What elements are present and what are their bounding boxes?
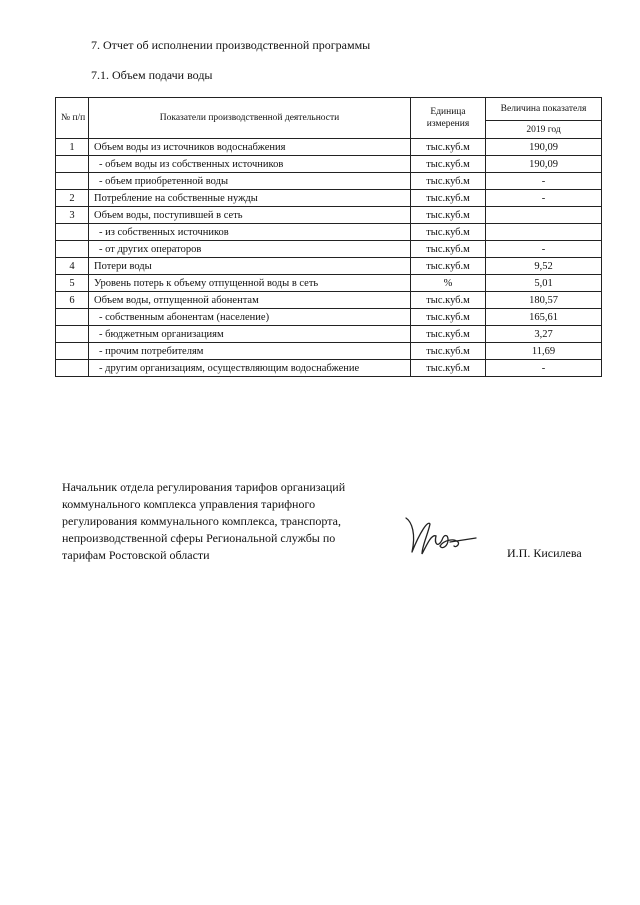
row-value: 190,09 [486, 156, 602, 173]
row-number [56, 309, 89, 326]
row-value: - [486, 241, 602, 258]
row-unit: тыс.куб.м [411, 258, 486, 275]
table-row [56, 292, 602, 309]
row-indicator: Объем воды из источников водоснабжения [89, 139, 411, 156]
row-value: - [486, 360, 602, 377]
table-row [56, 156, 602, 173]
table-row [56, 224, 602, 241]
header-unit: Единица измерения [411, 98, 486, 139]
row-number: 1 [56, 139, 89, 156]
row-value: 190,09 [486, 139, 602, 156]
row-unit: тыс.куб.м [411, 156, 486, 173]
row-number [56, 343, 89, 360]
row-indicator: Уровень потерь к объему отпущенной воды в сеть [89, 275, 411, 292]
header-indicator: Показатели производственной деятельности [89, 98, 411, 139]
row-number: 3 [56, 207, 89, 224]
row-value [486, 207, 602, 224]
row-unit: тыс.куб.м [411, 326, 486, 343]
handwritten-signature [398, 512, 480, 564]
row-number: 6 [56, 292, 89, 309]
table-row [56, 275, 602, 292]
row-value: 165,61 [486, 309, 602, 326]
table-row [56, 258, 602, 275]
row-indicator: - из собственных источников [89, 224, 411, 241]
row-unit: тыс.куб.м [411, 343, 486, 360]
signature-text-line: тарифам Ростовской области [62, 548, 210, 562]
row-indicator: Потери воды [89, 258, 411, 275]
table-row [56, 190, 602, 207]
row-number [56, 173, 89, 190]
row-indicator: - собственным абонентам (население) [89, 309, 411, 326]
signature-text-line: непроизводственной сферы Региональной службы по [62, 531, 336, 545]
subsection-title: 7.1. Объем подачи воды [91, 68, 213, 82]
row-value: 5,01 [486, 275, 602, 292]
header-year: 2019 год [486, 121, 602, 139]
row-number [56, 326, 89, 343]
table-row [56, 207, 602, 224]
row-unit: тыс.куб.м [411, 207, 486, 224]
signature-text-line: регулирования коммунального комплекса, транспорта, [62, 514, 341, 528]
row-value: 11,69 [486, 343, 602, 360]
row-unit: тыс.куб.м [411, 241, 486, 258]
row-value: 9,52 [486, 258, 602, 275]
table-row [56, 343, 602, 360]
row-unit: тыс.куб.м [411, 173, 486, 190]
row-value [486, 224, 602, 241]
row-unit: тыс.куб.м [411, 190, 486, 207]
row-unit: тыс.куб.м [411, 292, 486, 309]
table-row [56, 326, 602, 343]
row-unit: тыс.куб.м [411, 139, 486, 156]
row-number [56, 156, 89, 173]
signature-position [62, 479, 392, 564]
row-number: 5 [56, 275, 89, 292]
row-indicator: - бюджетным организациям [89, 326, 411, 343]
header-value: Величина показателя [486, 98, 602, 121]
row-unit: % [411, 275, 486, 292]
row-value: - [486, 190, 602, 207]
row-indicator: - прочим потребителям [89, 343, 411, 360]
table-row [56, 309, 602, 326]
row-unit: тыс.куб.м [411, 360, 486, 377]
row-unit: тыс.куб.м [411, 224, 486, 241]
row-number: 4 [56, 258, 89, 275]
row-number [56, 224, 89, 241]
row-number [56, 241, 89, 258]
row-number [56, 360, 89, 377]
row-indicator: - от других операторов [89, 241, 411, 258]
table-row [56, 360, 602, 377]
row-indicator: - другим организациям, осуществляющим водоснабжение [89, 360, 411, 377]
table-row [56, 241, 602, 258]
table-row [56, 139, 602, 156]
signer-name: И.П. Кисилева [507, 546, 582, 560]
row-value: - [486, 173, 602, 190]
row-unit: тыс.куб.м [411, 309, 486, 326]
row-indicator: Объем воды, поступившей в сеть [89, 207, 411, 224]
signature-text-line: коммунального комплекса управления тарифного [62, 497, 316, 511]
row-indicator: Объем воды, отпущенной абонентам [89, 292, 411, 309]
header-num: № п/п [56, 98, 89, 139]
row-value: 180,57 [486, 292, 602, 309]
signature-text-line: Начальник отдела регулирования тарифов организаций [62, 480, 346, 494]
table-row [56, 173, 602, 190]
section-title: 7. Отчет об исполнении производственной программы [91, 38, 371, 52]
row-indicator: Потребление на собственные нужды [89, 190, 411, 207]
row-number: 2 [56, 190, 89, 207]
water-supply-table [55, 97, 602, 377]
table-body [56, 139, 602, 377]
row-value: 3,27 [486, 326, 602, 343]
row-indicator: - объем воды из собственных источников [89, 156, 411, 173]
row-indicator: - объем приобретенной воды [89, 173, 411, 190]
